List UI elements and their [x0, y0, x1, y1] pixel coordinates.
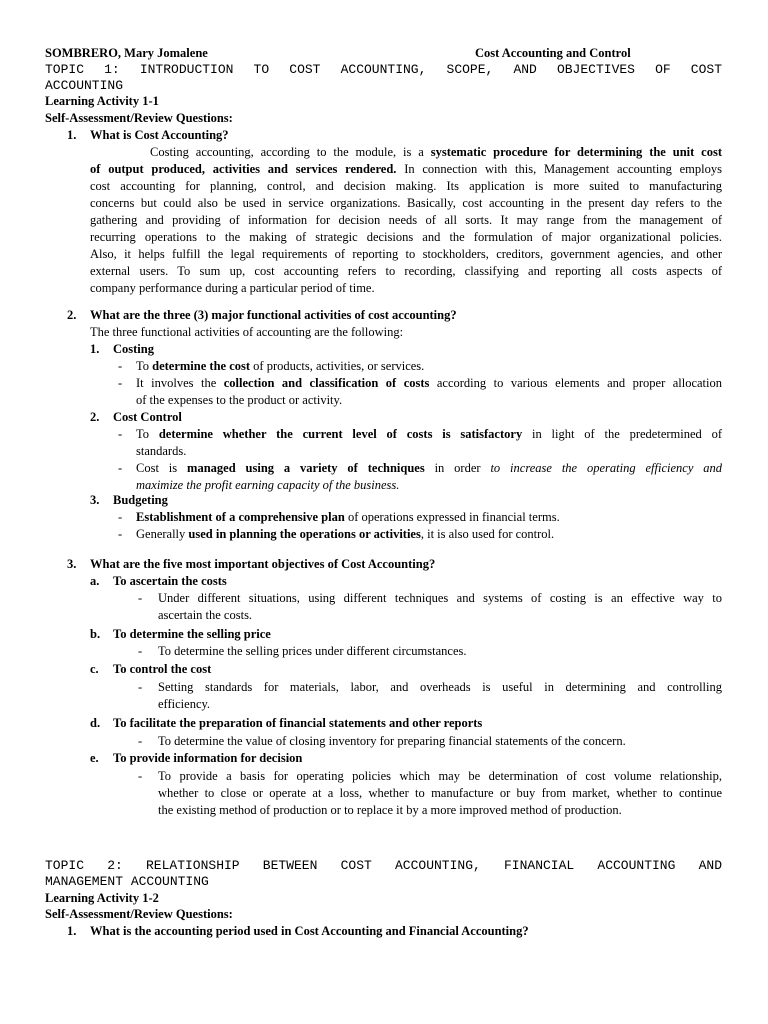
- bullet-dash: -: [118, 527, 123, 541]
- q1-number: 1.: [67, 128, 77, 142]
- q3-question: What are the five most important objectives of Cost Accounting?: [90, 557, 436, 571]
- q3-item-title: To ascertain the costs: [113, 574, 227, 588]
- topic1-title-line1: TOPIC 1: INTRODUCTION TO COST ACCOUNTING, SCOPE, AND OBJECTIVES OF COST: [45, 62, 722, 77]
- q3-item-letter: c.: [90, 662, 99, 676]
- bullet-text: of the expenses to the product or activity.: [136, 393, 343, 407]
- q3-item-title: To provide information for decision: [113, 751, 303, 765]
- bullet-dash: -: [118, 461, 123, 475]
- q1-answer-line: Also, it helps fulfill the legal requirements of reporting to stockholders, creditors, government agencies, and other: [90, 247, 722, 261]
- topic1-activity: Learning Activity 1-1: [45, 94, 159, 108]
- bullet-text: To determine the value of closing inventory for preparing financial statements of the concern.: [158, 734, 626, 748]
- bullet-text: Cost is managed using a variety of techniques in order to increase the operating efficiency and: [136, 461, 723, 475]
- q1-answer-line: concerns but could also be used in service organizations. Basically, cost accounting in the present day refers to the: [90, 196, 722, 210]
- bullet-text: To determine the selling prices under different circumstances.: [158, 644, 467, 658]
- topic1-title-line2: ACCOUNTING: [45, 78, 124, 93]
- q3-number: 3.: [67, 557, 77, 571]
- q2-item-title-cost-control: Cost Control: [113, 410, 182, 424]
- bullet-dash: -: [118, 427, 123, 441]
- q2-item-number: 1.: [90, 342, 100, 356]
- t2-q1-question: What is the accounting period used in Cost Accounting and Financial Accounting?: [90, 924, 529, 938]
- bullet-dash: -: [118, 510, 123, 524]
- bullet-text: Under different situations, using different techniques and systems of costing is an effective way to: [158, 591, 722, 605]
- bullet-text: the existing method of production or to replace it by a more improved method of production.: [158, 803, 622, 817]
- q2-item-number: 2.: [90, 410, 100, 424]
- q1-answer-line: of output produced, activities and services rendered. In connection with this, Management accounting employs: [90, 162, 722, 176]
- bullet-dash: -: [138, 591, 143, 605]
- q3-item-letter: b.: [90, 627, 101, 641]
- bullet-text: maximize the profit earning capacity of the business.: [136, 478, 400, 492]
- q3-item-letter: d.: [90, 716, 101, 730]
- q3-item-letter: e.: [90, 751, 99, 765]
- bullet-dash: -: [138, 769, 143, 783]
- topic2-activity: Learning Activity 1-2: [45, 891, 159, 905]
- bullet-dash: -: [118, 376, 123, 390]
- bullet-text: To determine the cost of products, activities, or services.: [136, 359, 425, 373]
- t2-q1-number: 1.: [67, 924, 77, 938]
- bullet-text: standards.: [136, 444, 187, 458]
- q1-answer-line: gathering and providing of information for decision needs of all sorts. It may range from the management of: [90, 213, 722, 227]
- bullet-text: To provide a basis for operating policies which may be determination of cost volume relationship,: [158, 769, 722, 783]
- bullet-text: efficiency.: [158, 697, 211, 711]
- bullet-dash: -: [138, 644, 143, 658]
- q2-item-title-costing: Costing: [113, 342, 154, 356]
- q1-answer-line: recurring operations to the making of strategic decisions and the formulation of major organizational policies.: [90, 230, 722, 244]
- course-title: Cost Accounting and Control: [475, 46, 631, 60]
- bullet-dash: -: [118, 359, 123, 373]
- q2-item-title-budgeting: Budgeting: [113, 493, 168, 507]
- q2-number: 2.: [67, 308, 77, 322]
- q2-intro: The three functional activities of accounting are the following:: [90, 325, 404, 339]
- q1-answer-line: external users. To sum up, cost accounting refers to recording, classifying and reporting all costs aspects of: [90, 264, 722, 278]
- bullet-text: It involves the collection and classification of costs according to various elements and proper allocation: [136, 376, 723, 390]
- bullet-text: whether to close or operate at a loss, whether to manufacture or buy from market, whether to continue: [158, 786, 722, 800]
- q3-item-letter: a.: [90, 574, 100, 588]
- q2-question: What are the three (3) major functional activities of cost accounting?: [90, 308, 457, 322]
- bullet-text: Generally used in planning the operations or activities, it is also used for control.: [136, 527, 555, 541]
- bullet-text: Establishment of a comprehensive plan of operations expressed in financial terms.: [136, 510, 560, 524]
- author-name: SOMBRERO, Mary Jomalene: [45, 46, 208, 60]
- q1-answer-line: cost accounting for planning, control, and decision making. Its application is more suited to manufacturing: [90, 179, 722, 193]
- q1-question: What is Cost Accounting?: [90, 128, 229, 142]
- bullet-text: Setting standards for materials, labor, and overheads is useful in determining and controlling: [158, 680, 722, 694]
- q1-answer-line: company performance during a particular period of time.: [90, 281, 375, 295]
- topic2-title-line2: MANAGEMENT ACCOUNTING: [45, 874, 209, 889]
- bullet-dash: -: [138, 734, 143, 748]
- q2-item-number: 3.: [90, 493, 100, 507]
- topic2-self-assessment: Self-Assessment/Review Questions:: [45, 907, 233, 921]
- bullet-text: ascertain the costs.: [158, 608, 253, 622]
- bullet-dash: -: [138, 680, 143, 694]
- q3-item-title: To control the cost: [113, 662, 212, 676]
- topic2-title-line1: TOPIC 2: RELATIONSHIP BETWEEN COST ACCOUNTING, FINANCIAL ACCOUNTING AND: [45, 858, 722, 873]
- q3-item-title: To facilitate the preparation of financial statements and other reports: [113, 716, 483, 730]
- q1-answer-line: Costing accounting, according to the module, is a systematic procedure for determining the unit cost: [150, 145, 722, 159]
- q3-item-title: To determine the selling price: [113, 627, 271, 641]
- bullet-text: To determine whether the current level of costs is satisfactory in light of the predetermined of: [136, 427, 722, 441]
- topic1-self-assessment: Self-Assessment/Review Questions:: [45, 111, 233, 125]
